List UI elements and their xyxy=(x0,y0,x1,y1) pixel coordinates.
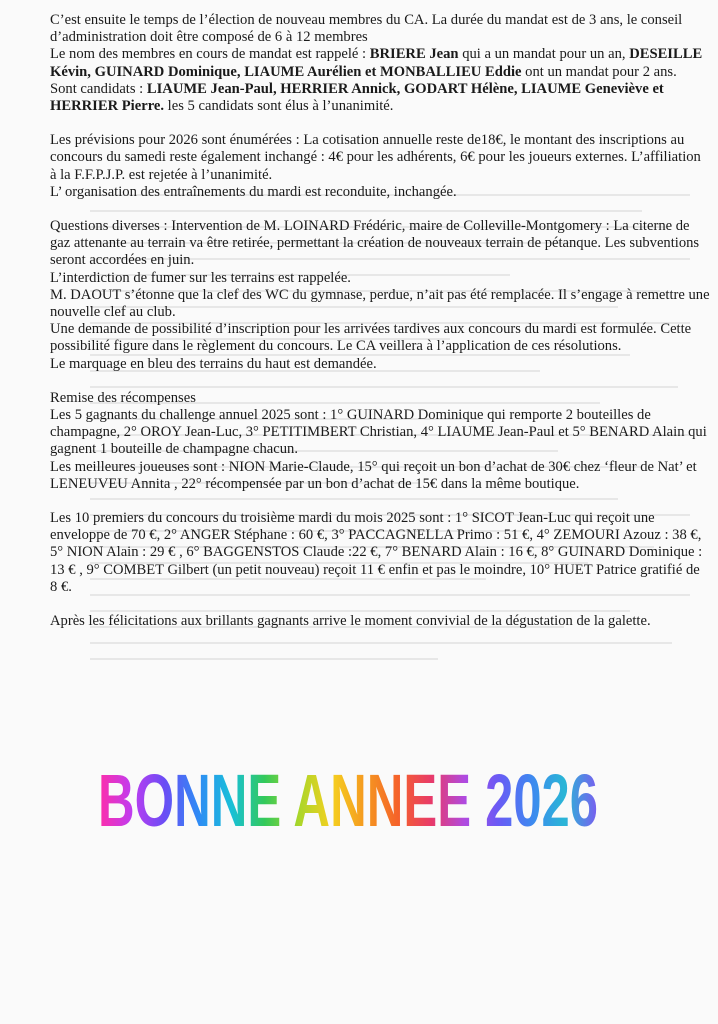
tuesday-top-ten: Les 10 premiers du concours du troisième mardi du mois 2025 sont : 1° SICOT Jean-Luc qui reçoit une enveloppe de 70 €, 2° ANGER Stéphane : 60 €, 3° PACCAGNELLA Primo : 51 €, 4° ZEMOURI Azouz : 38 €, 5° NION Alain : 29 € , 6° BAGGENSTOS Claude :22 €, 7° BENARD Alain : 16 €, 8° GUINARD Dominique : 13 € , 9° COMBET Gilbert (un petit nouveau) reçoit 11 € enfin et pas le moindre, 10° HUET Patrice gratifié de 8 €. xyxy=(50,510,703,595)
wc-key: M. DAOUT s’étonne que la clef des WC du gymnase, perdue, n’ait pas été remplacée. Il s’engage à remettre une nouvelle clef au club. xyxy=(50,286,710,321)
election-intro: C’est ensuite le temps de l’élection de nouveau membres du CA. La durée du mandat est de 3 ans, le conseil d’administration doit être composé de 6 à 12 membres xyxy=(50,12,683,46)
banner-text: BONNE ANNEE 2026 xyxy=(98,760,598,840)
late-registration: Une demande de possibilité d’inscription pour les arrivées tardives aux concours du mardi est formulée. Cette possibilité figure dans le règlement du concours. Le CA veillera à l’application de ces résolutions. xyxy=(50,321,692,355)
blue-marking: Le marquage en bleu des terrains du haut est demandée. xyxy=(50,355,377,372)
closing: Après les félicitations aux brillants gagnants arrive le moment convivial de la dégustation de la galette. xyxy=(50,613,651,630)
document-body xyxy=(50,12,710,630)
member-name: BRIERE Jean xyxy=(369,46,459,63)
happy-new-year-banner xyxy=(88,760,608,840)
candidate-names: LIAUME Jean-Paul, HERRIER Annick, GODART Hélène, LIAUME Geneviève et HERRIER Pierre. xyxy=(50,80,664,115)
challenge-winners: Les 5 gagnants du challenge annuel 2025 sont : 1° GUINARD Dominique qui remporte 2 bouteilles de champagne, 2° OROY Jean-Luc, 3° PETITIMBERT Christian, 4° LIAUME Jean-Paul et 5° BENARD Alain qui gagnent 1 bouteille de champagne chacun. xyxy=(50,407,707,458)
forecast-2026: Les prévisions pour 2026 sont énumérées : La cotisation annuelle reste de18€, le montant des inscriptions au concours du samedi reste également inchangé : 4€ pour les adhérents, 6€ pour les joueurs externes. L’affiliation à la F.F.P.J.P. est rejetée à l’unanimité. xyxy=(50,132,701,183)
training-organisation: L’ organisation des entraînements du mardi est reconduite, inchangée. xyxy=(50,183,457,200)
candidates: Sont candidats : LIAUME Jean-Paul, HERRIER Annick, GODART Hélène, LIAUME Geneviève et HERRIER Pierre. les 5 candidats sont élus à l’unanimité. xyxy=(50,80,664,115)
questions-mayor: Questions diverses : Intervention de M. LOINARD Frédéric, maire de Colleville-Montgomery : La citerne de gaz attenante au terrain va être retirée, permettant la création de nouveaux terrain de pétanque. Les subventions seront accordées en juin. xyxy=(50,218,700,269)
smoking-ban: L’interdiction de fumer sur les terrains est rappelée. xyxy=(50,269,351,286)
current-members: Le nom des membres en cours de mandat est rappelé : BRIERE Jean qui a un mandat pour un an, DESEILLE Kévin, GUINARD Dominique, LIAUME Aurélien et MONBALLIEU Eddie ont un mandat pour 2 ans. xyxy=(50,46,703,80)
best-women-players: Les meilleures joueuses sont : NION Marie-Claude, 15° qui reçoit un bon d’achat de 30€ chez ‘fleur de Nat’ et LENEUVEU Annita , 22° récompensée par un bon d’achat de 15€ dans la même boutique. xyxy=(50,458,697,492)
awards-title: Remise des récompenses xyxy=(50,389,196,406)
banner-graphic xyxy=(88,760,608,840)
member-names: DESEILLE Kévin, GUINARD Dominique, LIAUME Aurélien et MONBALLIEU Eddie xyxy=(50,46,703,80)
